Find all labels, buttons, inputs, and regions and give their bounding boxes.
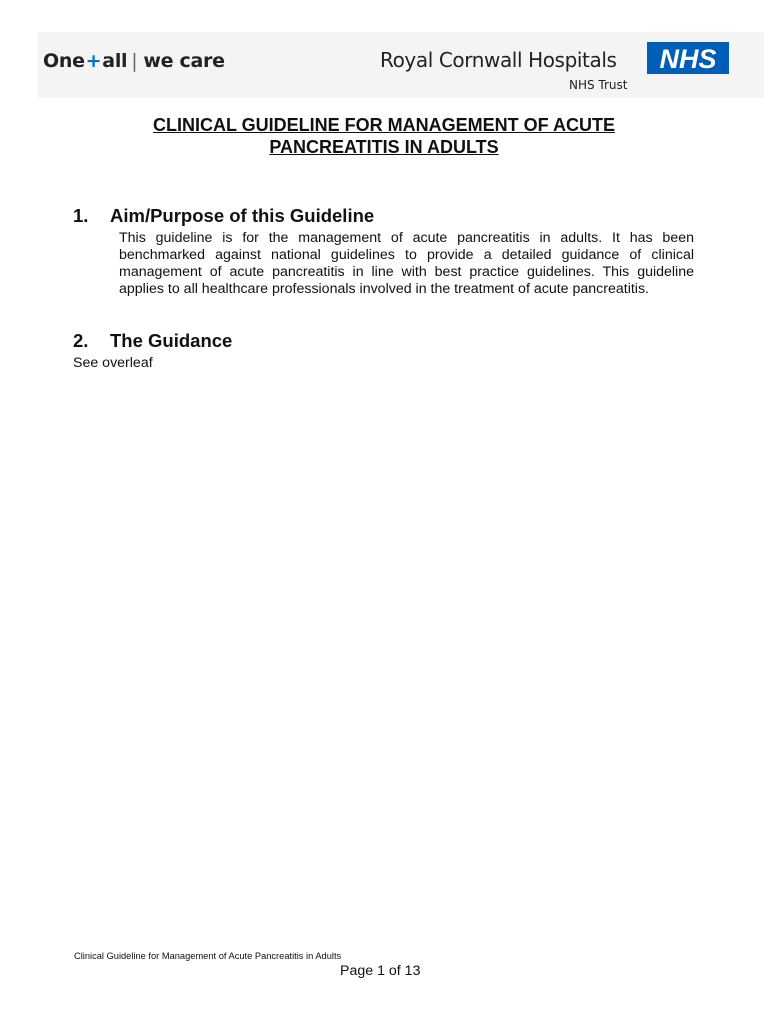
guidance-text: See overleaf bbox=[73, 355, 153, 371]
slogan-divider: | bbox=[131, 50, 138, 72]
section-number: 1. bbox=[73, 205, 89, 226]
aim-paragraph: This guideline is for the management of acute pancreatitis in adults. It has been benchmarked against national guidelines to provide a detailed guidance of clinical management of acute pancreatitis in line with best practice guidelines. This guideline applies to all healthcare professionals involved in the treatment of acute pancreatitis. bbox=[119, 230, 694, 297]
slogan-plus: + bbox=[85, 50, 102, 72]
section-title: Aim/Purpose of this Guideline bbox=[110, 205, 375, 226]
slogan-one: One bbox=[43, 50, 85, 72]
document-title bbox=[90, 114, 678, 158]
slogan-all: all bbox=[102, 50, 128, 72]
section-heading-guidance bbox=[73, 330, 232, 352]
slogan-care: we care bbox=[143, 50, 225, 72]
section-number: 2. bbox=[73, 330, 89, 351]
section-heading-aim bbox=[73, 205, 374, 227]
section-title: The Guidance bbox=[110, 330, 233, 351]
nhs-logo bbox=[647, 42, 729, 74]
trust-subtitle: NHS Trust bbox=[569, 78, 628, 92]
nhs-logo-text: NHS bbox=[659, 44, 717, 74]
page-number: Page 1 of 13 bbox=[340, 963, 421, 979]
trust-name: Royal Cornwall Hospitals bbox=[380, 48, 617, 72]
document-title-line-1: CLINICAL GUIDELINE FOR MANAGEMENT OF ACUTE bbox=[153, 115, 615, 135]
slogan bbox=[43, 50, 225, 72]
document-title-line-2: PANCREATITIS IN ADULTS bbox=[269, 137, 499, 157]
footer-document-name: Clinical Guideline for Management of Acute Pancreatitis in Adults bbox=[74, 951, 342, 961]
